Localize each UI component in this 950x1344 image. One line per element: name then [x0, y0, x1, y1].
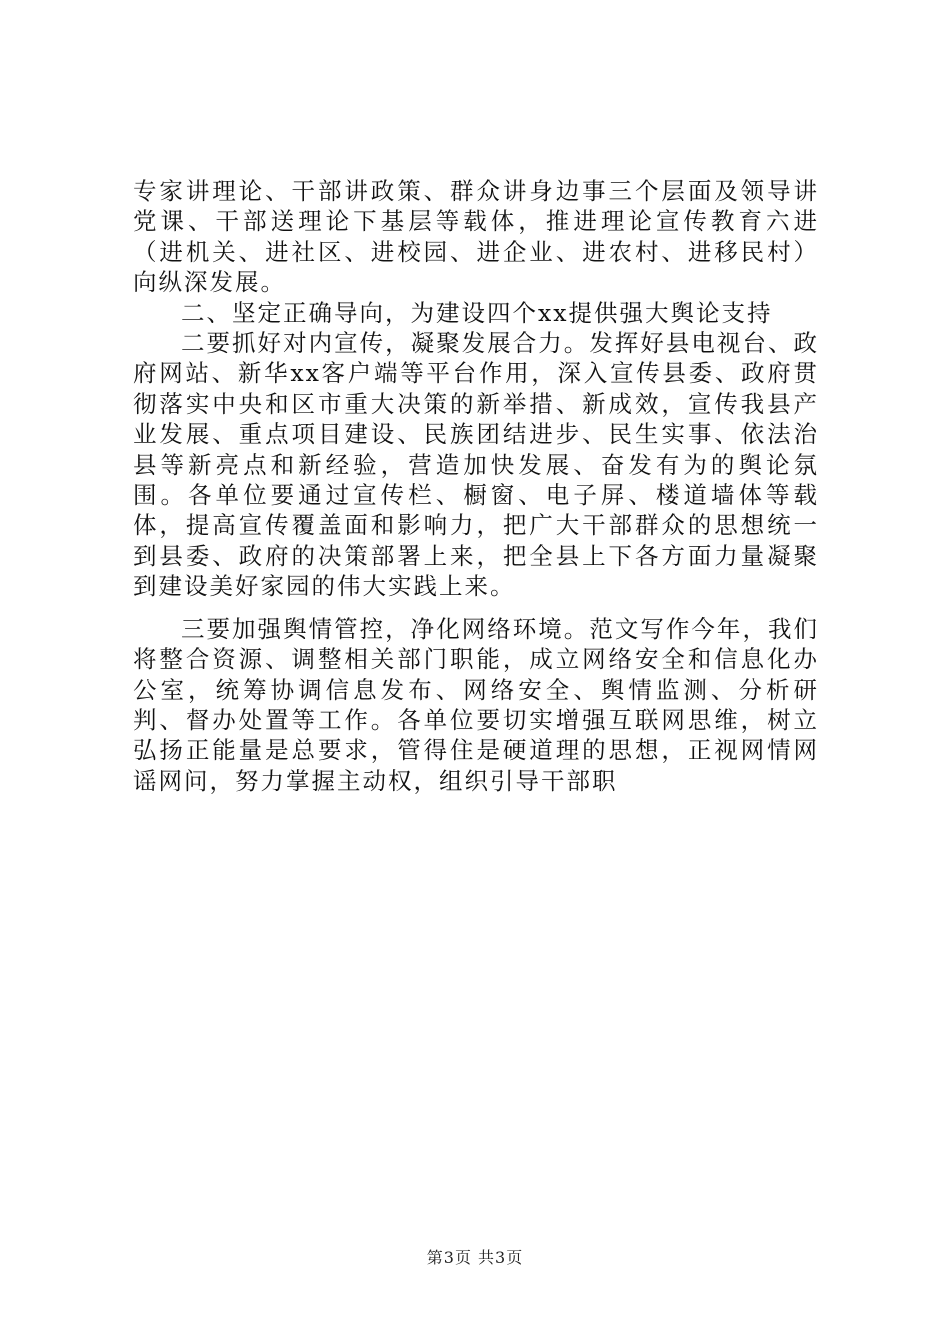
paragraph-continuation: 专家讲理论、干部讲政策、群众讲身边事三个层面及领导讲党课、干部送理论下基层等载体，推进理论宣传教育六进（进机关、进社区、进校园、进企业、进农村、进移民村）向纵深发展。: [133, 177, 819, 297]
section-heading: 二、坚定正确导向，为建设四个xx提供强大舆论支持: [181, 298, 773, 327]
document-body: [133, 176, 819, 796]
paragraph-external-publicity: 二要抓好对内宣传，凝聚发展合力。发挥好县电视台、政府网站、新华xx客户端等平台作用，深入宣传县委、政府贯彻落实中央和区市重大决策的新举措、新成效，宣传我县产业发展、重点项目建设、民族团结进步、民生实事、依法治县等新亮点和新经验，营造加快发展、奋发有为的舆论氛围。各单位要通过宣传栏、橱窗、电子屏、楼道墙体等载体，提高宣传覆盖面和影响力，把广大干部群众的思想统一到县委、政府的决策部署上来，把全县上下各方面力量凝聚到建设美好家园的伟大实践上来。: [133, 329, 819, 601]
paragraph-opinion-control: 三要加强舆情管控，净化网络环境。范文写作今年，我们将整合资源、调整相关部门职能，成立网络安全和信息化办公室，统筹协调信息发布、网络安全、舆情监测、分析研判、督办处置等工作。各单位要切实增强互联网思维，树立弘扬正能量是总要求，管得住是硬道理的思想，正视网情网谣网问，努力掌握主动权，组织引导干部职: [133, 614, 819, 795]
page-number-footer: 第3页 共3页: [426, 1248, 524, 1267]
